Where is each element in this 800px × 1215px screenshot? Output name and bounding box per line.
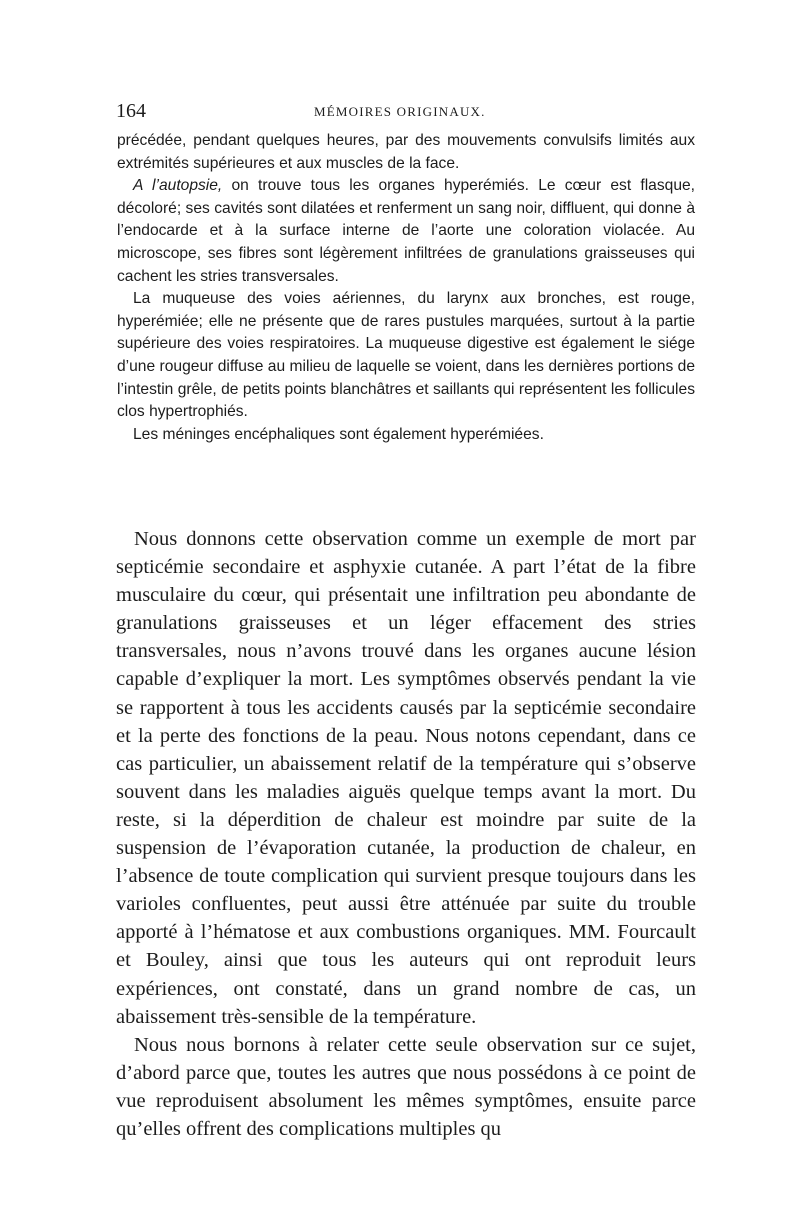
meninges-paragraph: Les méninges encéphaliques sont également hyperémiées. bbox=[133, 425, 544, 443]
commentary-paragraph: Nous donnons cette observation comme un exemple de mort par septicémie secondaire et asphyxie cutanée. A part l’état de la fibre musculaire du cœur, qui présentait une infiltration peu abondante de granulations graisseuses et un léger effacement des stries transversales, nous n’avons trouvé dans les organes aucune lésion capable d’expliquer la mort. Les symptômes observés pendant la vie se rapportent à tous les accidents causés par la septicémie secondaire et la perte des fonctions de la peau. Nous notons cependant, dans ce cas particulier, un abaissement relatif de la température qui s’observe souvent dans les maladies aiguës quelque temps avant la mort. Du reste, si la déperdition de chaleur est moindre par suite de la suspension de l’évaporation cutanée, la production de chaleur, en l’absence de toute complication qui survient presque toujours dans les varioles confluentes, peut aussi être atténuée par suite du trouble apporté à l’hématose et aux combustions organiques. MM. Fourcault et Bouley, ainsi que tous les auteurs qui ont reproduit leurs expériences, ont constaté, dans un grand nombre de cas, un abaissement très-sensible de la température. bbox=[116, 528, 696, 1028]
page-header bbox=[116, 98, 686, 124]
commentary bbox=[116, 525, 696, 1143]
page-number: 164 bbox=[116, 100, 146, 122]
autopsy-paragraph bbox=[117, 175, 695, 288]
commentary-paragraph: Nous nous bornons à relater cette seule observation sur ce sujet, d’abord parce que, toutes les autres que nous possédons à ce point de vue reproduisent absolument les mêmes symptômes, ensuite parce qu’elles offrent des complications multiples qu bbox=[116, 1033, 696, 1140]
mucosa-paragraph: La muqueuse des voies aériennes, du larynx aux bronches, est rouge, hyperémiée; elle ne présente que de rares pustules marquées, surtout à la partie supérieure des voies respiratoires. La muqueuse digestive est également le siége d’une rougeur diffuse au milieu de laquelle se voient, dans les dernières portions de l’intestin grêle, de petits points blanchâtres et saillants qui représentent les follicules clos hypertrophiés. bbox=[117, 290, 695, 421]
autopsy-observation bbox=[117, 130, 695, 446]
autopsy-text: on trouve tous les organes hyperémiés. Le cœur est flasque, décoloré; ses cavités sont dilatées et renferment un sang noir, diffluent, qui donne à l’endocarde et à la surface interne de l’aorte une coloration violacée. Au microscope, ses fibres sont légèrement infiltrées de granulations graisseuses qui cachent les stries transversales. bbox=[117, 177, 695, 285]
observation-paragraph: précédée, pendant quelques heures, par des mouvements convulsifs limités aux extrémités supérieures et aux muscles de la face. bbox=[117, 132, 695, 172]
autopsy-lead: A l’autopsie, bbox=[133, 177, 223, 195]
running-head: MÉMOIRES ORIGINAUX. bbox=[314, 104, 486, 119]
